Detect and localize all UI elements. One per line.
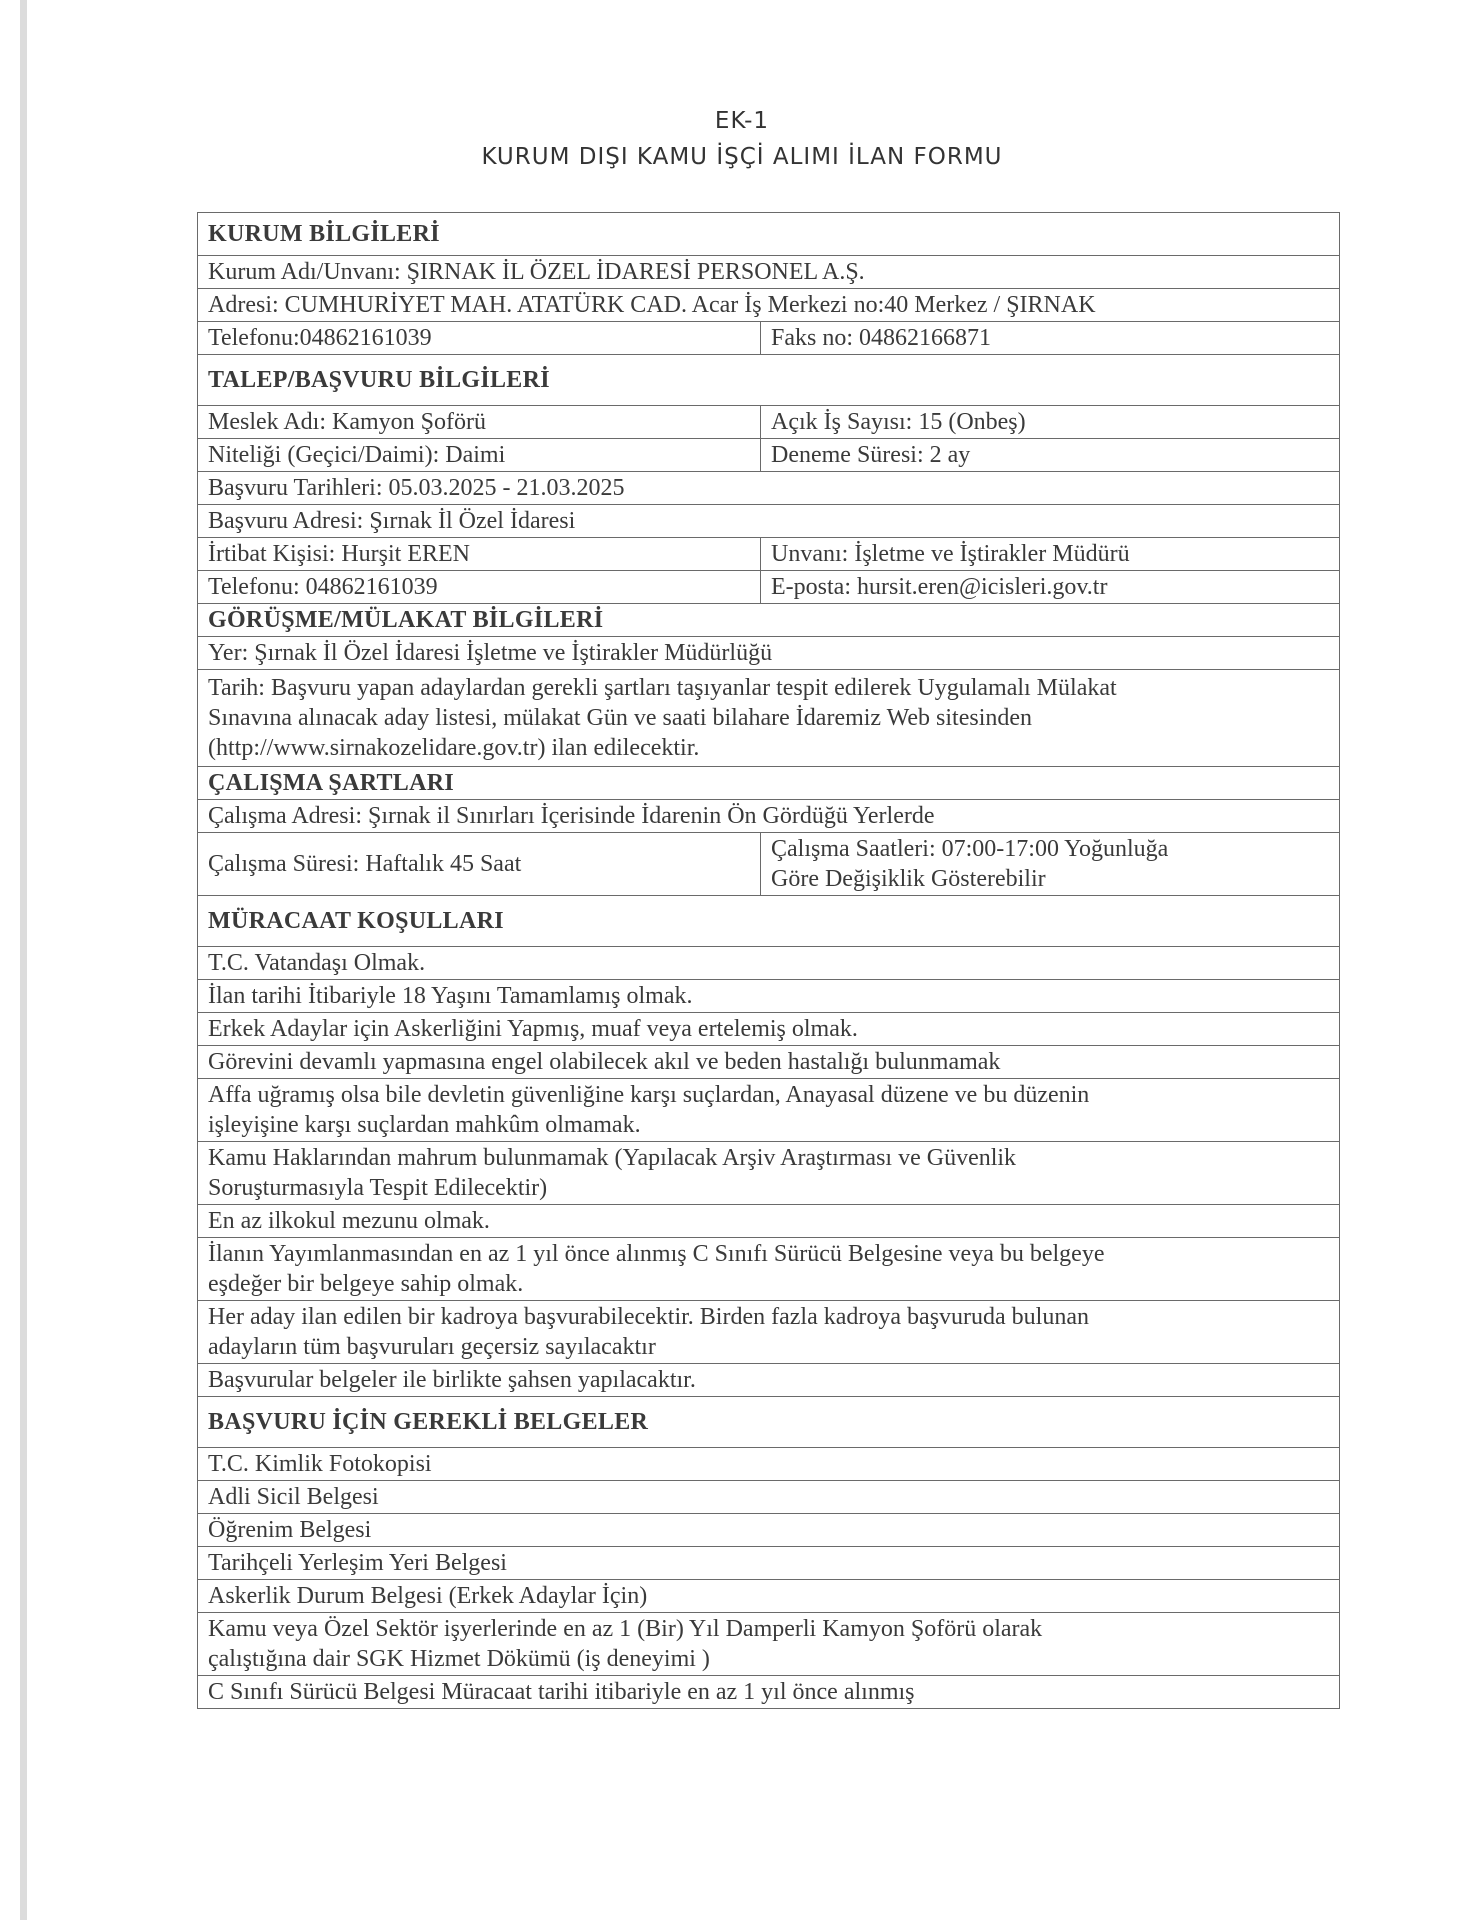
condition-item	[198, 1238, 1340, 1301]
condition-item-line: Affa uğramış olsa bile devletin güvenliğine karşı suçlardan, Anayasal düzene ve bu düzenin	[208, 1082, 1090, 1108]
contact-email: E-posta: hursit.eren@icisleri.gov.tr	[761, 571, 1340, 604]
kurum-fax: Faks no: 04862166871	[761, 322, 1340, 355]
interview-date	[198, 670, 1340, 767]
condition-item-line: adayların tüm başvuruları geçersiz sayılacaktır	[208, 1334, 656, 1360]
condition-item	[198, 1364, 1340, 1397]
section-heading-muracaat: MÜRACAAT KOŞULLARI	[198, 896, 1340, 947]
document-item-text	[198, 1580, 1340, 1613]
condition-item-text	[198, 1142, 1340, 1205]
document-item-text	[198, 1514, 1340, 1547]
section-heading-gorusme: GÖRÜŞME/MÜLAKAT BİLGİLERİ	[198, 604, 1340, 637]
condition-item	[198, 980, 1340, 1013]
condition-item	[198, 1205, 1340, 1238]
condition-item-text	[198, 1046, 1340, 1079]
condition-item	[198, 1013, 1340, 1046]
condition-item-line: Kamu Haklarından mahrum bulunmamak (Yapılacak Arşiv Araştırması ve Güvenlik	[208, 1145, 1017, 1171]
section-heading-belgeler: BAŞVURU İÇİN GEREKLİ BELGELER	[198, 1397, 1340, 1448]
condition-item-line: işleyişine karşı suçlardan mahkûm olmamak.	[208, 1112, 641, 1138]
contact-person: İrtibat Kişisi: Hurşit EREN	[198, 538, 761, 571]
document-item-line: Askerlik Durum Belgesi (Erkek Adaylar İçin)	[208, 1583, 648, 1609]
job-nature: Niteliği (Geçici/Daimi): Daimi	[198, 439, 761, 472]
document-item-line: Kamu veya Özel Sektör işyerlerinde en az 1 (Bir) Yıl Damperli Kamyon Şoförü olarak	[208, 1616, 1043, 1642]
work-duration: Çalışma Süresi: Haftalık 45 Saat	[198, 833, 761, 896]
document-item	[198, 1448, 1340, 1481]
contact-phone: Telefonu: 04862161039	[198, 571, 761, 604]
condition-item-line: İlan tarihi İtibariyle 18 Yaşını Tamamlamış olmak.	[208, 983, 693, 1009]
document-item-text	[198, 1448, 1340, 1481]
application-address: Başvuru Adresi: Şırnak İl Özel İdaresi	[198, 505, 1340, 538]
condition-item-text	[198, 1205, 1340, 1238]
condition-item-line: Her aday ilan edilen bir kadroya başvurabilecektir. Birden fazla kadroya başvuruda bulunan	[208, 1304, 1089, 1330]
work-address: Çalışma Adresi: Şırnak il Sınırları İçerisinde İdarenin Ön Gördüğü Yerlerde	[198, 800, 1340, 833]
application-dates: Başvuru Tarihleri: 05.03.2025 - 21.03.2025	[198, 472, 1340, 505]
trial-period: Deneme Süresi: 2 ay	[761, 439, 1340, 472]
document-item	[198, 1580, 1340, 1613]
document-item	[198, 1481, 1340, 1514]
required-documents-list	[198, 1448, 1340, 1709]
work-hours-line: Çalışma Saatleri: 07:00-17:00 Yoğunluğa	[771, 836, 1169, 862]
condition-item-text	[198, 1013, 1340, 1046]
contact-title: Unvanı: İşletme ve İştirakler Müdürü	[761, 538, 1340, 571]
announcement-form-table	[197, 212, 1340, 1709]
section-heading-kurum: KURUM BİLGİLERİ	[198, 213, 1340, 256]
document-item	[198, 1514, 1340, 1547]
condition-item-line: T.C. Vatandaşı Olmak.	[208, 950, 426, 976]
document-item-text	[198, 1613, 1340, 1676]
document-item-line: Tarihçeli Yerleşim Yeri Belgesi	[208, 1550, 507, 1576]
kurum-name: Kurum Adı/Unvanı: ŞIRNAK İL ÖZEL İDARESİ PERSONEL A.Ş.	[198, 256, 1340, 289]
document-header	[0, 108, 1484, 170]
condition-item-line: Soruşturmasıyla Tespit Edilecektir)	[208, 1175, 548, 1201]
condition-item-line: Başvurular belgeler ile birlikte şahsen yapılacaktır.	[208, 1367, 696, 1393]
work-hours	[761, 833, 1340, 896]
kurum-phone: Telefonu:04862161039	[198, 322, 761, 355]
job-name: Meslek Adı: Kamyon Şoförü	[198, 406, 761, 439]
annex-label: EK-1	[714, 108, 770, 134]
condition-item-line: Görevini devamlı yapmasına engel olabilecek akıl ve beden hastalığı bulunmamak	[208, 1049, 1001, 1075]
condition-item-line: Erkek Adaylar için Askerliğini Yapmış, muaf veya ertelemiş olmak.	[208, 1016, 858, 1042]
condition-item-text	[198, 1301, 1340, 1364]
condition-item-text	[198, 1238, 1340, 1301]
condition-item-text	[198, 980, 1340, 1013]
interview-date-line: (http://www.sirnakozelidare.gov.tr) ilan edilecektir.	[208, 735, 700, 761]
section-heading-calisma: ÇALIŞMA ŞARTLARI	[198, 767, 1340, 800]
document-item	[198, 1613, 1340, 1676]
kurum-address: Adresi: CUMHURİYET MAH. ATATÜRK CAD. Acar İş Merkezi no:40 Merkez / ŞIRNAK	[198, 289, 1340, 322]
document-item-line: çalıştığına dair SGK Hizmet Dökümü (iş deneyimi )	[208, 1646, 710, 1672]
section-heading-talep: TALEP/BAŞVURU BİLGİLERİ	[198, 355, 1340, 406]
document-item-line: C Sınıfı Sürücü Belgesi Müracaat tarihi itibariyle en az 1 yıl önce alınmış	[208, 1679, 915, 1705]
interview-date-line: Sınavına alınacak aday listesi, mülakat Gün ve saati bilahare İdaremiz Web sitesinden	[208, 705, 1033, 731]
condition-item-line: eşdeğer bir belgeye sahip olmak.	[208, 1271, 524, 1297]
condition-item	[198, 1046, 1340, 1079]
muracaat-conditions-list	[198, 947, 1340, 1397]
document-item-text	[198, 1676, 1340, 1709]
scan-edge	[20, 0, 27, 1920]
document-item-text	[198, 1547, 1340, 1580]
document-item	[198, 1676, 1340, 1709]
form-title: KURUM DIŞI KAMU İŞÇİ ALIMI İLAN FORMU	[481, 144, 1003, 170]
document-item-line: T.C. Kimlik Fotokopisi	[208, 1451, 432, 1477]
open-positions: Açık İş Sayısı: 15 (Onbeş)	[761, 406, 1340, 439]
condition-item-text	[198, 947, 1340, 980]
document-item-text	[198, 1481, 1340, 1514]
condition-item-line: İlanın Yayımlanmasından en az 1 yıl önce alınmış C Sınıfı Sürücü Belgesine veya bu belgeye	[208, 1241, 1105, 1267]
condition-item-text	[198, 1364, 1340, 1397]
interview-place: Yer: Şırnak İl Özel İdaresi İşletme ve İştirakler Müdürlüğü	[198, 637, 1340, 670]
condition-item	[198, 1142, 1340, 1205]
work-hours-line: Göre Değişiklik Gösterebilir	[771, 866, 1046, 892]
condition-item-text	[198, 1079, 1340, 1142]
interview-date-line: Tarih: Başvuru yapan adaylardan gerekli şartları taşıyanlar tespit edilerek Uygulamalı Mülakat	[208, 675, 1117, 701]
condition-item	[198, 947, 1340, 980]
condition-item	[198, 1301, 1340, 1364]
document-item	[198, 1547, 1340, 1580]
condition-item-line: En az ilkokul mezunu olmak.	[208, 1208, 490, 1234]
document-item-line: Adli Sicil Belgesi	[208, 1484, 379, 1510]
condition-item	[198, 1079, 1340, 1142]
document-item-line: Öğrenim Belgesi	[208, 1517, 372, 1543]
